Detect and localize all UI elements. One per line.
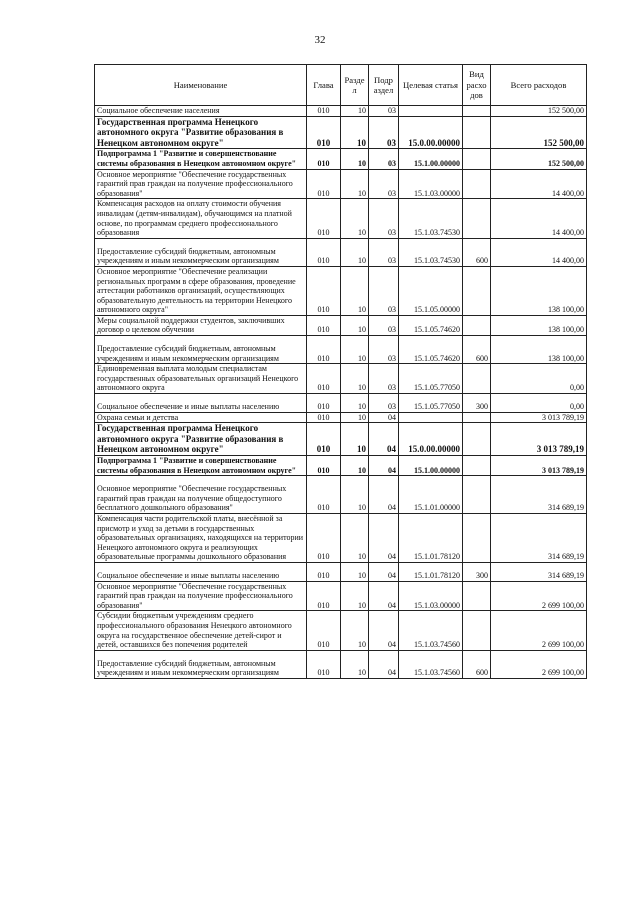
row-amount: 314 689,19 bbox=[491, 476, 587, 514]
row-podrazdel: 03 bbox=[369, 315, 399, 335]
row-name: Меры социальной поддержки студентов, заключивших договор о целевом обучении bbox=[95, 315, 307, 335]
row-name: Основное мероприятие "Обеспечение государственных гарантий прав граждан на получение общедоступного бесплатного дошкольного образования" bbox=[95, 476, 307, 514]
row-podrazdel: 04 bbox=[369, 476, 399, 514]
row-name: Предоставление субсидий бюджетным, автономным учреждениям и иным некоммерческим организациям bbox=[95, 336, 307, 364]
row-name: Субсидии бюджетным учреждениям среднего профессионального образования Ненецкого автономного округа на государственное обеспечение детей-сирот и детей, оставшихся без попечения родителей bbox=[95, 611, 307, 650]
row-target: 15.1.03.74530 bbox=[399, 199, 463, 238]
header-target: Целевая статья bbox=[399, 65, 463, 106]
row-name: Государственная программа Ненецкого автономного округа "Развитие образования в Ненецком автономном округе" bbox=[95, 423, 307, 456]
row-glava: 010 bbox=[307, 611, 341, 650]
row-name: Государственная программа Ненецкого автономного округа "Развитие образования в Ненецком автономном округе" bbox=[95, 116, 307, 149]
row-target: 15.1.00.00000 bbox=[399, 456, 463, 476]
table-row bbox=[95, 266, 587, 315]
row-name: Предоставление субсидий бюджетным, автономным учреждениям и иным некоммерческим организациям bbox=[95, 238, 307, 266]
row-name: Охрана семьи и детства bbox=[95, 412, 307, 423]
row-amount: 14 400,00 bbox=[491, 169, 587, 199]
row-vid: 300 bbox=[463, 562, 491, 581]
row-glava: 010 bbox=[307, 650, 341, 678]
row-glava: 010 bbox=[307, 238, 341, 266]
row-vid bbox=[463, 611, 491, 650]
row-amount: 0,00 bbox=[491, 394, 587, 413]
table-row bbox=[95, 336, 587, 364]
row-razdel: 10 bbox=[341, 562, 369, 581]
row-podrazdel: 03 bbox=[369, 364, 399, 394]
header-razdel: Разде л bbox=[341, 65, 369, 106]
row-amount: 314 689,19 bbox=[491, 513, 587, 562]
header-glava: Глава bbox=[307, 65, 341, 106]
table-row bbox=[95, 581, 587, 611]
row-vid bbox=[463, 412, 491, 423]
row-vid: 600 bbox=[463, 336, 491, 364]
row-vid bbox=[463, 513, 491, 562]
table-row bbox=[95, 199, 587, 238]
row-target: 15.1.03.00000 bbox=[399, 581, 463, 611]
row-target: 15.1.03.74530 bbox=[399, 238, 463, 266]
row-target: 15.0.00.00000 bbox=[399, 423, 463, 456]
row-razdel: 10 bbox=[341, 581, 369, 611]
row-target: 15.1.05.77050 bbox=[399, 364, 463, 394]
row-name: Основное мероприятие "Обеспечение реализации региональных программ в сфере образования, проведение аттестации работников организаций, осуществляющих образовательную деятельность на территории Ненецкого автономного округа" bbox=[95, 266, 307, 315]
row-podrazdel: 03 bbox=[369, 336, 399, 364]
table-row bbox=[95, 149, 587, 169]
row-name: Подпрограмма 1 "Развитие и совершенствование системы образования в Ненецком автономном округе" bbox=[95, 149, 307, 169]
table-row bbox=[95, 364, 587, 394]
row-amount: 14 400,00 bbox=[491, 238, 587, 266]
table-row bbox=[95, 169, 587, 199]
row-razdel: 10 bbox=[341, 412, 369, 423]
row-amount: 3 013 789,19 bbox=[491, 456, 587, 476]
table-row bbox=[95, 456, 587, 476]
row-target bbox=[399, 412, 463, 423]
row-glava: 010 bbox=[307, 149, 341, 169]
row-name: Основное мероприятие "Обеспечение государственных гарантий прав граждан на получение профессионального образования" bbox=[95, 169, 307, 199]
header-total: Всего расходов bbox=[491, 65, 587, 106]
row-glava: 010 bbox=[307, 562, 341, 581]
row-vid bbox=[463, 116, 491, 149]
row-glava: 010 bbox=[307, 336, 341, 364]
page-number: 32 bbox=[314, 34, 326, 46]
row-glava: 010 bbox=[307, 513, 341, 562]
row-razdel: 10 bbox=[341, 650, 369, 678]
table-row bbox=[95, 238, 587, 266]
row-target: 15.1.05.74620 bbox=[399, 336, 463, 364]
table-row bbox=[95, 476, 587, 514]
row-name: Социальное обеспечение и иные выплаты населению bbox=[95, 394, 307, 413]
table-row bbox=[95, 513, 587, 562]
row-name: Предоставление субсидий бюджетным, автономным учреждениям и иным некоммерческим организациям bbox=[95, 650, 307, 678]
row-razdel: 10 bbox=[341, 266, 369, 315]
row-razdel: 10 bbox=[341, 106, 369, 117]
row-name: Подпрограмма 1 "Развитие и совершенствование системы образования в Ненецком автономном округе" bbox=[95, 456, 307, 476]
header-podrazdel: Подр аздел bbox=[369, 65, 399, 106]
table-row bbox=[95, 412, 587, 423]
budget-table bbox=[94, 64, 587, 679]
row-vid bbox=[463, 456, 491, 476]
row-vid: 300 bbox=[463, 394, 491, 413]
header-name: Наименование bbox=[95, 65, 307, 106]
row-name: Компенсация расходов на оплату стоимости обучения инвалидам (детям-инвалидам), обучающимся на платной основе, по программам среднего профессионального образования bbox=[95, 199, 307, 238]
row-razdel: 10 bbox=[341, 149, 369, 169]
row-podrazdel: 03 bbox=[369, 169, 399, 199]
row-name: Единовременная выплата молодым специалистам государственных образовательных организаций Ненецкого автономного округа bbox=[95, 364, 307, 394]
row-vid: 600 bbox=[463, 650, 491, 678]
table-row bbox=[95, 611, 587, 650]
row-amount: 0,00 bbox=[491, 364, 587, 394]
row-podrazdel: 04 bbox=[369, 611, 399, 650]
row-target: 15.1.01.00000 bbox=[399, 476, 463, 514]
row-razdel: 10 bbox=[341, 199, 369, 238]
row-vid bbox=[463, 149, 491, 169]
row-podrazdel: 04 bbox=[369, 423, 399, 456]
header-vid: Вид расхо дов bbox=[463, 65, 491, 106]
row-razdel: 10 bbox=[341, 611, 369, 650]
row-amount: 152 500,00 bbox=[491, 106, 587, 117]
table-row bbox=[95, 315, 587, 335]
row-razdel: 10 bbox=[341, 423, 369, 456]
row-glava: 010 bbox=[307, 199, 341, 238]
row-amount: 138 100,00 bbox=[491, 315, 587, 335]
row-vid bbox=[463, 423, 491, 456]
row-vid bbox=[463, 169, 491, 199]
row-target: 15.1.00.00000 bbox=[399, 149, 463, 169]
row-podrazdel: 03 bbox=[369, 199, 399, 238]
row-amount: 152 500,00 bbox=[491, 116, 587, 149]
row-name: Социальное обеспечение и иные выплаты населению bbox=[95, 562, 307, 581]
row-glava: 010 bbox=[307, 476, 341, 514]
table-row bbox=[95, 116, 587, 149]
row-podrazdel: 04 bbox=[369, 581, 399, 611]
row-razdel: 10 bbox=[341, 364, 369, 394]
row-amount: 14 400,00 bbox=[491, 199, 587, 238]
row-podrazdel: 03 bbox=[369, 394, 399, 413]
row-glava: 010 bbox=[307, 315, 341, 335]
row-glava: 010 bbox=[307, 106, 341, 117]
row-glava: 010 bbox=[307, 116, 341, 149]
row-podrazdel: 04 bbox=[369, 456, 399, 476]
row-glava: 010 bbox=[307, 581, 341, 611]
row-podrazdel: 03 bbox=[369, 116, 399, 149]
row-target: 15.0.00.00000 bbox=[399, 116, 463, 149]
row-target: 15.1.01.78120 bbox=[399, 513, 463, 562]
row-amount: 2 699 100,00 bbox=[491, 581, 587, 611]
row-vid bbox=[463, 581, 491, 611]
row-podrazdel: 04 bbox=[369, 650, 399, 678]
row-vid bbox=[463, 476, 491, 514]
row-glava: 010 bbox=[307, 364, 341, 394]
row-glava: 010 bbox=[307, 423, 341, 456]
row-target: 15.1.05.00000 bbox=[399, 266, 463, 315]
row-amount: 2 699 100,00 bbox=[491, 650, 587, 678]
row-razdel: 10 bbox=[341, 513, 369, 562]
row-name: Основное мероприятие "Обеспечение государственных гарантий прав граждан на получение профессионального образования" bbox=[95, 581, 307, 611]
row-amount: 2 699 100,00 bbox=[491, 611, 587, 650]
row-razdel: 10 bbox=[341, 116, 369, 149]
row-razdel: 10 bbox=[341, 315, 369, 335]
table-row bbox=[95, 562, 587, 581]
row-glava: 010 bbox=[307, 456, 341, 476]
row-target: 15.1.03.00000 bbox=[399, 169, 463, 199]
row-razdel: 10 bbox=[341, 476, 369, 514]
row-amount: 3 013 789,19 bbox=[491, 423, 587, 456]
row-podrazdel: 03 bbox=[369, 149, 399, 169]
row-name: Компенсация части родительской платы, внесённой за присмотр и уход за детьми в государственных образовательных организациях, находящихся на территории Ненецкого автономного округа и реализующих образовательные программы дошкольного образования bbox=[95, 513, 307, 562]
table-row bbox=[95, 394, 587, 413]
row-podrazdel: 03 bbox=[369, 238, 399, 266]
row-glava: 010 bbox=[307, 412, 341, 423]
row-vid bbox=[463, 199, 491, 238]
table-row bbox=[95, 650, 587, 678]
row-target: 15.1.05.77050 bbox=[399, 394, 463, 413]
row-razdel: 10 bbox=[341, 394, 369, 413]
row-target: 15.1.03.74560 bbox=[399, 650, 463, 678]
table-row bbox=[95, 423, 587, 456]
row-target: 15.1.05.74620 bbox=[399, 315, 463, 335]
row-podrazdel: 04 bbox=[369, 562, 399, 581]
row-vid bbox=[463, 315, 491, 335]
row-vid bbox=[463, 266, 491, 315]
row-amount: 138 100,00 bbox=[491, 336, 587, 364]
row-target bbox=[399, 106, 463, 117]
row-podrazdel: 04 bbox=[369, 513, 399, 562]
row-amount: 152 500,00 bbox=[491, 149, 587, 169]
row-vid: 600 bbox=[463, 238, 491, 266]
row-amount: 314 689,19 bbox=[491, 562, 587, 581]
row-podrazdel: 03 bbox=[369, 266, 399, 315]
row-razdel: 10 bbox=[341, 456, 369, 476]
row-target: 15.1.01.78120 bbox=[399, 562, 463, 581]
row-razdel: 10 bbox=[341, 169, 369, 199]
row-podrazdel: 03 bbox=[369, 106, 399, 117]
header-row bbox=[95, 65, 587, 106]
row-glava: 010 bbox=[307, 394, 341, 413]
row-amount: 3 013 789,19 bbox=[491, 412, 587, 423]
row-vid bbox=[463, 106, 491, 117]
row-razdel: 10 bbox=[341, 336, 369, 364]
table-row bbox=[95, 106, 587, 117]
row-target: 15.1.03.74560 bbox=[399, 611, 463, 650]
row-amount: 138 100,00 bbox=[491, 266, 587, 315]
row-vid bbox=[463, 364, 491, 394]
row-glava: 010 bbox=[307, 169, 341, 199]
row-glava: 010 bbox=[307, 266, 341, 315]
row-name: Социальное обеспечение населения bbox=[95, 106, 307, 117]
row-razdel: 10 bbox=[341, 238, 369, 266]
row-podrazdel: 04 bbox=[369, 412, 399, 423]
